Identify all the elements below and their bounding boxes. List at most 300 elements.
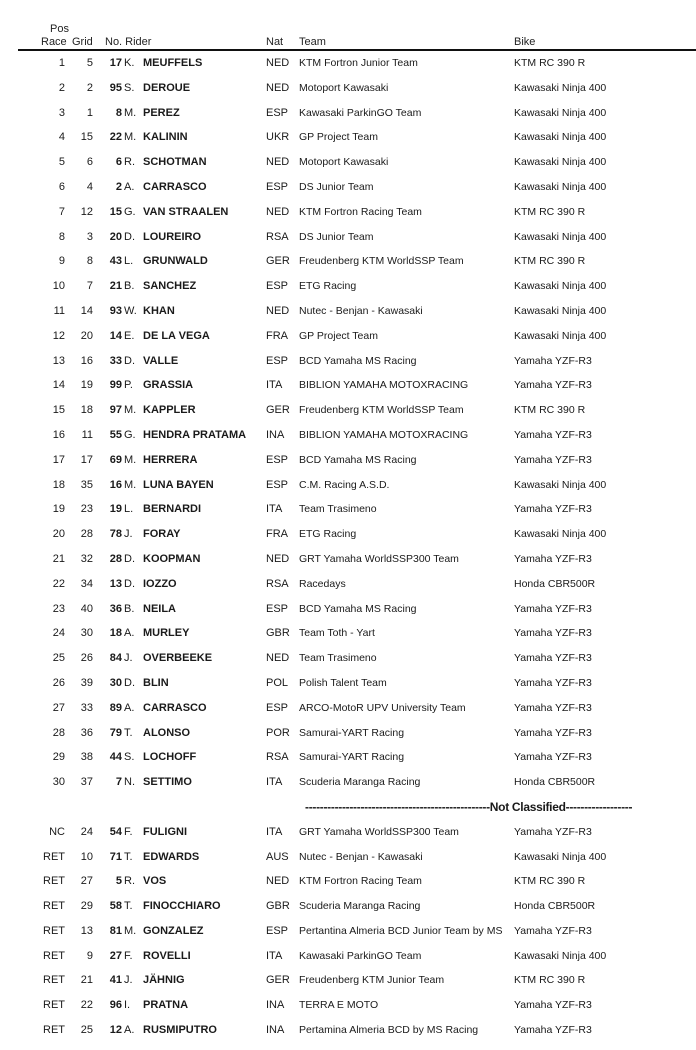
rider-initial: L. — [124, 255, 134, 268]
rider-bike: Kawasaki Ninja 400 — [514, 329, 607, 342]
rider-team: ARCO-MotoR UPV University Team — [299, 701, 466, 714]
rider-team: Scuderia Maranga Racing — [299, 776, 421, 789]
rider-bike: Yamaha YZF-R3 — [514, 676, 592, 689]
rider-surname: FORAY — [143, 528, 181, 541]
rider-initial: M. — [124, 404, 137, 417]
rider-initial: D. — [124, 230, 135, 243]
rider-nationality: POL — [266, 676, 289, 689]
rider-bike: Yamaha YZF-R3 — [514, 701, 592, 714]
rider-number: 15 — [109, 205, 122, 218]
header-bike: Bike — [514, 36, 536, 48]
rider-nationality: NED — [266, 552, 290, 565]
table-row — [0, 300, 696, 325]
rider-initial: S. — [124, 81, 135, 94]
race-position: 17 — [52, 453, 65, 466]
rider-bike: Kawasaki Ninja 400 — [514, 131, 607, 144]
rider-bike: Yamaha YZF-R3 — [514, 825, 592, 838]
rider-nationality: NED — [266, 57, 290, 69]
race-position: RET — [43, 850, 65, 863]
rider-initial: A. — [124, 1024, 135, 1037]
rider-initial: T. — [124, 850, 133, 863]
rider-bike: Kawasaki Ninja 400 — [514, 304, 607, 317]
rider-bike: Yamaha YZF-R3 — [514, 552, 592, 565]
table-row — [0, 771, 696, 796]
rider-bike: Yamaha YZF-R3 — [514, 503, 592, 516]
table-row — [0, 226, 696, 251]
table-row — [0, 176, 696, 201]
grid-position: 28 — [80, 528, 93, 541]
rider-surname: GONZALEZ — [143, 924, 204, 937]
race-position: 7 — [58, 205, 65, 218]
rider-initial: D. — [124, 552, 135, 565]
grid-position: 23 — [80, 503, 93, 516]
rider-team: Pertantina Almeria BCD Junior Team by MS — [299, 924, 503, 937]
rider-surname: LOCHOFF — [143, 751, 197, 764]
rider-bike: Yamaha YZF-R3 — [514, 924, 592, 937]
rider-surname: RUSMIPUTRO — [143, 1024, 217, 1037]
table-row — [0, 374, 696, 399]
table-row — [0, 548, 696, 573]
rider-bike: Yamaha YZF-R3 — [514, 602, 592, 615]
rider-nationality: INA — [266, 999, 285, 1012]
table-row — [0, 474, 696, 499]
table-row — [0, 1019, 696, 1044]
rider-surname: BERNARDI — [143, 503, 202, 516]
grid-position: 19 — [80, 379, 93, 392]
race-position: RET — [43, 875, 65, 888]
race-position: 11 — [53, 304, 65, 317]
header-nat: Nat — [266, 36, 284, 48]
rider-initial: F. — [124, 949, 133, 962]
rider-initial: A. — [124, 627, 135, 640]
rider-surname: JÄHNIG — [143, 974, 185, 987]
rider-initial: D. — [124, 354, 135, 367]
rider-number: 95 — [109, 81, 122, 94]
rider-surname: SANCHEZ — [143, 280, 197, 293]
rider-surname: PEREZ — [143, 106, 180, 119]
rider-number: 27 — [109, 949, 122, 962]
rider-number: 21 — [109, 280, 122, 293]
table-row — [0, 598, 696, 623]
rider-surname: DEROUE — [143, 81, 191, 94]
grid-position: 30 — [80, 627, 93, 640]
race-position: RET — [43, 999, 65, 1012]
rider-nationality: POR — [266, 726, 290, 739]
results-table — [0, 52, 696, 1044]
rider-number: 58 — [109, 900, 122, 913]
race-position: 21 — [52, 552, 65, 565]
race-position: 27 — [52, 701, 65, 714]
rider-nationality: NED — [266, 652, 290, 665]
table-row — [0, 870, 696, 895]
rider-surname: FULIGNI — [143, 825, 187, 838]
rider-surname: PRATNA — [143, 999, 189, 1012]
rider-initial: B. — [124, 602, 135, 615]
race-position: 10 — [52, 280, 65, 293]
race-position: 15 — [52, 404, 65, 417]
rider-nationality: GBR — [266, 900, 290, 913]
rider-surname: CARRASCO — [143, 180, 207, 193]
rider-nationality: RSA — [266, 230, 289, 243]
rider-team: Team Toth - Yart — [299, 627, 375, 640]
rider-bike: Kawasaki Ninja 400 — [514, 478, 607, 491]
rider-surname: DE LA VEGA — [143, 329, 210, 342]
rider-bike: Kawasaki Ninja 400 — [514, 280, 607, 293]
table-row — [0, 697, 696, 722]
race-position: 13 — [52, 354, 65, 367]
rider-surname: CARRASCO — [143, 701, 207, 714]
race-position: NC — [49, 825, 65, 838]
rider-number: 84 — [109, 652, 122, 665]
rider-surname: HERRERA — [143, 453, 198, 466]
rider-nationality: NED — [266, 875, 290, 888]
table-row — [0, 920, 696, 945]
rider-number: 22 — [109, 131, 122, 144]
table-row — [0, 325, 696, 350]
rider-initial: M. — [124, 478, 137, 491]
rider-bike: Kawasaki Ninja 400 — [514, 850, 607, 863]
rider-nationality: GBR — [266, 627, 290, 640]
rider-nationality: ITA — [266, 379, 283, 392]
rider-initial: D. — [124, 676, 135, 689]
rider-bike: Yamaha YZF-R3 — [514, 627, 592, 640]
table-row — [0, 821, 696, 846]
rider-bike: Kawasaki Ninja 400 — [514, 528, 607, 541]
rider-number: 13 — [109, 577, 122, 590]
grid-position: 7 — [86, 280, 93, 293]
grid-position: 10 — [80, 850, 93, 863]
rider-number: 79 — [109, 726, 122, 739]
grid-position: 8 — [86, 255, 93, 268]
rider-nationality: INA — [266, 1024, 285, 1037]
race-position: 26 — [52, 676, 65, 689]
rider-initial: A. — [124, 180, 135, 193]
race-position: 22 — [52, 577, 65, 590]
race-position: 30 — [52, 776, 65, 789]
rider-surname: FINOCCHIARO — [143, 900, 221, 913]
race-position: 2 — [58, 81, 65, 94]
grid-position: 29 — [80, 900, 93, 913]
race-position: 1 — [58, 57, 65, 69]
grid-position: 2 — [86, 81, 93, 94]
rider-number: 33 — [109, 354, 122, 367]
table-row — [0, 424, 696, 449]
table-row — [0, 250, 696, 275]
rider-surname: VOS — [143, 875, 167, 888]
rider-team: GP Project Team — [299, 329, 378, 342]
rider-nationality: NED — [266, 205, 290, 218]
table-row — [0, 895, 696, 920]
rider-number: 16 — [109, 478, 122, 491]
rider-surname: VAN STRAALEN — [143, 205, 229, 218]
rider-number: 54 — [109, 825, 122, 838]
rider-team: BIBLION YAMAHA MOTOXRACING — [299, 428, 469, 441]
table-row — [0, 622, 696, 647]
race-position: 19 — [52, 503, 65, 516]
grid-position: 34 — [80, 577, 93, 590]
rider-surname: GRASSIA — [143, 379, 194, 392]
race-position: 8 — [58, 230, 65, 243]
grid-position: 25 — [80, 1024, 93, 1037]
rider-surname: ALONSO — [143, 726, 191, 739]
race-position: 20 — [52, 528, 65, 541]
race-position: 23 — [52, 602, 65, 615]
table-row — [0, 722, 696, 747]
grid-position: 39 — [80, 676, 93, 689]
rider-nationality: RSA — [266, 577, 289, 590]
grid-position: 6 — [86, 156, 93, 169]
rider-bike: KTM RC 390 R — [514, 404, 586, 417]
rider-number: 28 — [109, 552, 122, 565]
grid-position: 33 — [80, 701, 93, 714]
table-row — [0, 994, 696, 1019]
rider-team: BCD Yamaha MS Racing — [299, 453, 417, 466]
rider-team: Racedays — [299, 577, 346, 590]
rider-team: BCD Yamaha MS Racing — [299, 354, 417, 367]
rider-initial: R. — [124, 875, 135, 888]
rider-team: BIBLION YAMAHA MOTOXRACING — [299, 379, 469, 392]
rider-surname: ROVELLI — [143, 949, 191, 962]
rider-nationality: GER — [266, 255, 290, 268]
rider-bike: Kawasaki Ninja 400 — [514, 949, 607, 962]
rider-surname: KAPPLER — [143, 404, 196, 417]
header-no-rider: No. Rider — [105, 36, 152, 48]
race-position: RET — [43, 900, 65, 913]
rider-initial: B. — [124, 280, 135, 293]
table-row — [0, 52, 696, 77]
header-team: Team — [299, 36, 326, 48]
rider-initial: D. — [124, 577, 135, 590]
rider-team: Motoport Kawasaki — [299, 81, 389, 94]
rider-nationality: ESP — [266, 354, 289, 367]
grid-position: 20 — [80, 329, 93, 342]
grid-position: 38 — [80, 751, 93, 764]
rider-surname: SETTIMO — [143, 776, 192, 789]
table-row — [0, 275, 696, 300]
rider-number: 2 — [115, 180, 122, 193]
table-row — [0, 746, 696, 771]
rider-surname: LUNA BAYEN — [143, 478, 214, 491]
rider-team: Samurai-YART Racing — [299, 751, 405, 764]
rider-initial: J. — [124, 528, 133, 541]
rider-initial: J. — [124, 974, 133, 987]
race-position: 4 — [58, 131, 65, 144]
rider-team: KTM Fortron Racing Team — [299, 875, 422, 888]
rider-number: 19 — [109, 503, 122, 516]
table-row — [0, 846, 696, 871]
rider-team: KTM Fortron Racing Team — [299, 205, 422, 218]
rider-surname: MURLEY — [143, 627, 190, 640]
rider-surname: GRUNWALD — [143, 255, 208, 268]
rider-team: GRT Yamaha WorldSSP300 Team — [299, 825, 459, 838]
grid-position: 35 — [80, 478, 93, 491]
rider-bike: Yamaha YZF-R3 — [514, 379, 592, 392]
rider-team: Samurai-YART Racing — [299, 726, 405, 739]
rider-number: 71 — [109, 850, 122, 863]
rider-bike: Kawasaki Ninja 400 — [514, 230, 607, 243]
race-position: 5 — [58, 156, 65, 169]
rider-initial: M. — [124, 924, 137, 937]
rider-bike: Kawasaki Ninja 400 — [514, 81, 607, 94]
rider-surname: MEUFFELS — [143, 57, 203, 69]
not-classified-separator — [0, 796, 696, 821]
rider-nationality: ITA — [266, 503, 283, 516]
rider-initial: M. — [124, 453, 137, 466]
rider-initial: G. — [124, 428, 136, 441]
rider-surname: KHAN — [143, 304, 175, 317]
rider-nationality: ITA — [266, 776, 283, 789]
rider-team: GRT Yamaha WorldSSP300 Team — [299, 552, 459, 565]
rider-nationality: AUS — [266, 850, 289, 863]
rider-team: Freudenberg KTM Junior Team — [299, 974, 445, 987]
rider-number: 44 — [109, 751, 122, 764]
header-divider — [18, 49, 696, 51]
rider-team: Pertamina Almeria BCD by MS Racing — [299, 1024, 479, 1037]
grid-position: 40 — [80, 602, 93, 615]
rider-initial: S. — [124, 751, 135, 764]
rider-nationality: NED — [266, 81, 290, 94]
rider-initial: A. — [124, 701, 135, 714]
rider-initial: M. — [124, 131, 137, 144]
rider-nationality: ITA — [266, 825, 283, 838]
rider-initial: K. — [124, 57, 135, 69]
table-row — [0, 102, 696, 127]
rider-initial: M. — [124, 106, 137, 119]
rider-bike: KTM RC 390 R — [514, 57, 586, 69]
rider-bike: Yamaha YZF-R3 — [514, 751, 592, 764]
table-row — [0, 969, 696, 994]
rider-initial: J. — [124, 652, 133, 665]
rider-nationality: NED — [266, 156, 290, 169]
grid-position: 26 — [80, 652, 93, 665]
rider-team: Freudenberg KTM WorldSSP Team — [299, 404, 464, 417]
header-pos: Pos — [50, 23, 69, 35]
rider-team: Nutec - Benjan - Kawasaki — [299, 850, 423, 863]
table-row — [0, 151, 696, 176]
rider-bike: Yamaha YZF-R3 — [514, 1024, 592, 1037]
table-row — [0, 523, 696, 548]
rider-surname: SCHOTMAN — [143, 156, 207, 169]
rider-bike: KTM RC 390 R — [514, 255, 586, 268]
grid-position: 13 — [80, 924, 93, 937]
rider-nationality: ESP — [266, 924, 289, 937]
rider-team: Kawasaki ParkinGO Team — [299, 106, 422, 119]
rider-bike: KTM RC 390 R — [514, 205, 586, 218]
rider-number: 17 — [109, 57, 122, 69]
table-row — [0, 647, 696, 672]
not-classified-label: --------------------------------------------------Not Classified------------------ — [305, 799, 633, 814]
rider-bike: Kawasaki Ninja 400 — [514, 106, 607, 119]
rider-team: Team Trasimeno — [299, 503, 377, 516]
rider-number: 18 — [109, 627, 122, 640]
rider-bike: Kawasaki Ninja 400 — [514, 156, 607, 169]
grid-position: 17 — [80, 453, 93, 466]
race-position: 18 — [52, 478, 65, 491]
rider-surname: VALLE — [143, 354, 179, 367]
rider-number: 97 — [109, 404, 122, 417]
rider-surname: LOUREIRO — [143, 230, 202, 243]
rider-bike: Yamaha YZF-R3 — [514, 453, 592, 466]
rider-team: DS Junior Team — [299, 180, 374, 193]
rider-nationality: ESP — [266, 701, 289, 714]
table-row — [0, 77, 696, 102]
rider-bike: Yamaha YZF-R3 — [514, 428, 592, 441]
rider-nationality: ESP — [266, 453, 289, 466]
race-position: 12 — [52, 329, 65, 342]
rider-team: Freudenberg KTM WorldSSP Team — [299, 255, 464, 268]
rider-initial: R. — [124, 156, 135, 169]
rider-nationality: FRA — [266, 329, 288, 342]
rider-team: C.M. Racing A.S.D. — [299, 478, 390, 491]
rider-surname: KALININ — [143, 131, 188, 144]
rider-number: 8 — [115, 106, 122, 119]
rider-number: 14 — [109, 329, 122, 342]
rider-team: DS Junior Team — [299, 230, 374, 243]
rider-nationality: GER — [266, 404, 290, 417]
grid-position: 36 — [80, 726, 93, 739]
table-row — [0, 573, 696, 598]
rider-bike: Honda CBR500R — [514, 900, 596, 913]
header-race: Race — [41, 36, 67, 48]
rider-nationality: ESP — [266, 280, 289, 293]
rider-number: 81 — [109, 924, 122, 937]
table-row — [0, 399, 696, 424]
rider-nationality: ESP — [266, 478, 289, 491]
header-grid: Grid — [72, 36, 93, 48]
table-row — [0, 449, 696, 474]
table-row — [0, 201, 696, 226]
rider-team: Kawasaki ParkinGO Team — [299, 949, 422, 962]
grid-position: 9 — [86, 949, 93, 962]
table-row — [0, 350, 696, 375]
rider-number: 78 — [109, 528, 122, 541]
rider-number: 30 — [109, 676, 122, 689]
rider-initial: W. — [124, 304, 137, 317]
rider-number: 69 — [109, 453, 122, 466]
rider-bike: Yamaha YZF-R3 — [514, 726, 592, 739]
rider-surname: EDWARDS — [143, 850, 200, 863]
race-position: 29 — [52, 751, 65, 764]
grid-position: 1 — [86, 106, 93, 119]
rider-team: Motoport Kawasaki — [299, 156, 389, 169]
race-position: RET — [43, 1024, 65, 1037]
rider-number: 6 — [115, 156, 122, 169]
rider-nationality: FRA — [266, 528, 288, 541]
grid-position: 14 — [80, 304, 93, 317]
rider-surname: BLIN — [143, 676, 169, 689]
grid-position: 15 — [80, 131, 93, 144]
table-row — [0, 126, 696, 151]
rider-initial: N. — [124, 776, 135, 789]
rider-team: GP Project Team — [299, 131, 378, 144]
table-row — [0, 945, 696, 970]
rider-initial: F. — [124, 825, 133, 838]
rider-number: 96 — [109, 999, 122, 1012]
rider-team: Scuderia Maranga Racing — [299, 900, 421, 913]
race-position: 24 — [52, 627, 65, 640]
rider-team: BCD Yamaha MS Racing — [299, 602, 417, 615]
rider-initial: T. — [124, 900, 133, 913]
rider-number: 55 — [109, 428, 122, 441]
race-position: 9 — [58, 255, 65, 268]
rider-nationality: RSA — [266, 751, 289, 764]
rider-bike: KTM RC 390 R — [514, 875, 586, 888]
rider-bike: Honda CBR500R — [514, 776, 596, 789]
grid-position: 24 — [80, 825, 93, 838]
rider-nationality: NED — [266, 304, 290, 317]
rider-number: 36 — [109, 602, 122, 615]
grid-position: 27 — [80, 875, 93, 888]
